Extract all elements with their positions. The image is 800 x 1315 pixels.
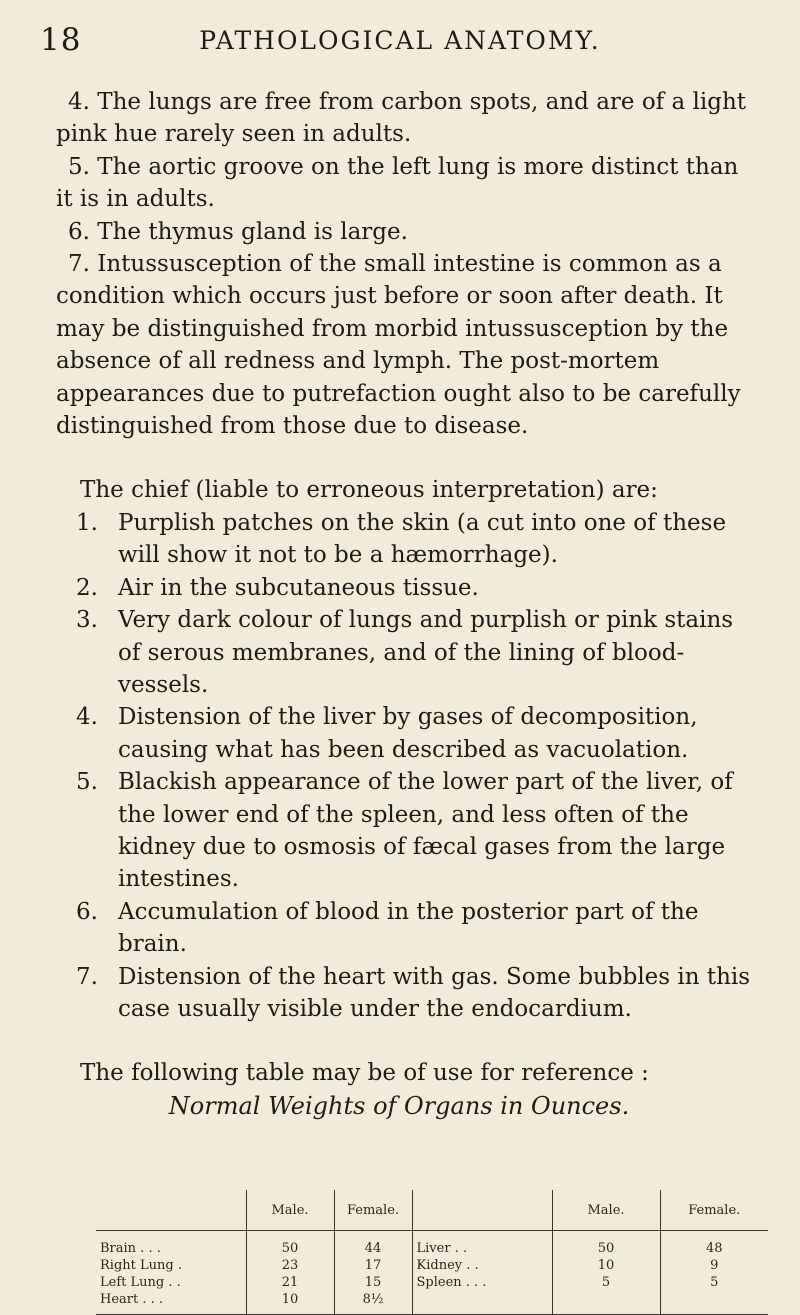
list-item: 3. Very dark colour of lungs and purplish or pink stains of serous membranes, and of the lining of blood-vessels. (76, 607, 734, 698)
table-row: Heart . . . 10 8½ (96, 1291, 768, 1315)
male-header: Male. (552, 1190, 660, 1231)
list-item: 5. The aortic groove on the left lung is more distinct than it is in adults. (56, 153, 739, 213)
list-item: 1. Purplish patches on the skin (a cut into one of these will show it not to be a hæmorrhage). (76, 509, 727, 569)
table-intro: The following table may be of use for reference : (80, 1060, 649, 1087)
table-caption: Normal Weights of Organs in Ounces. (168, 1091, 630, 1120)
running-title: PATHOLOGICAL ANATOMY. (199, 26, 601, 55)
page-header (40, 22, 760, 62)
putrefaction-list (56, 507, 762, 1026)
table-row: Left Lung . . 21 15 Spleen . . . 5 5 (96, 1274, 768, 1291)
body-text (56, 86, 762, 1122)
list-item: 4. The lungs are free from carbon spots, and are of a light pink hue rarely seen in adults. (56, 89, 747, 148)
list-item: 4. Distension of the liver by gases of decomposition, causing what has been described as vacuolation. (76, 704, 698, 763)
list-item: 6. The thymus gland is large. (68, 218, 408, 245)
table-row: Right Lung . 23 17 Kidney . . 10 9 (96, 1257, 768, 1274)
postmortem-infant-list (56, 86, 762, 442)
list-item: 2. Air in the subcutaneous tissue. (76, 574, 479, 601)
page-number: 18 (40, 22, 82, 58)
list-item: 7. Distension of the heart with gas. Some bubbles in this case usually visible under the endocardium. (76, 963, 751, 1022)
male-header: Male. (246, 1190, 334, 1231)
list-item: 7. Intussusception of the small intestine is common as a condition which occurs just before or soon after death. It may be distinguished from morbid intussusception by the absence of all redness and lymph. The post-mortem appearances due to putrefaction ought also to be carefully distinguished from those due to disease. (56, 251, 741, 440)
table-row: Brain . . . 50 44 Liver . . 50 48 (96, 1231, 768, 1258)
table-header-row (96, 1190, 768, 1231)
female-header: Female. (334, 1190, 412, 1231)
list-item: 5. Blackish appearance of the lower part of the liver, of the lower end of the spleen, and less often of the kidney due to osmosis of fæcal gases from the large intestines. (76, 769, 733, 893)
intro-paragraph: The chief (liable to erroneous interpretation) are: (80, 477, 658, 504)
female-header: Female. (660, 1190, 768, 1231)
organ-weights-table (96, 1190, 768, 1315)
list-item: 6. Accumulation of blood in the posterior part of the brain. (76, 898, 699, 958)
